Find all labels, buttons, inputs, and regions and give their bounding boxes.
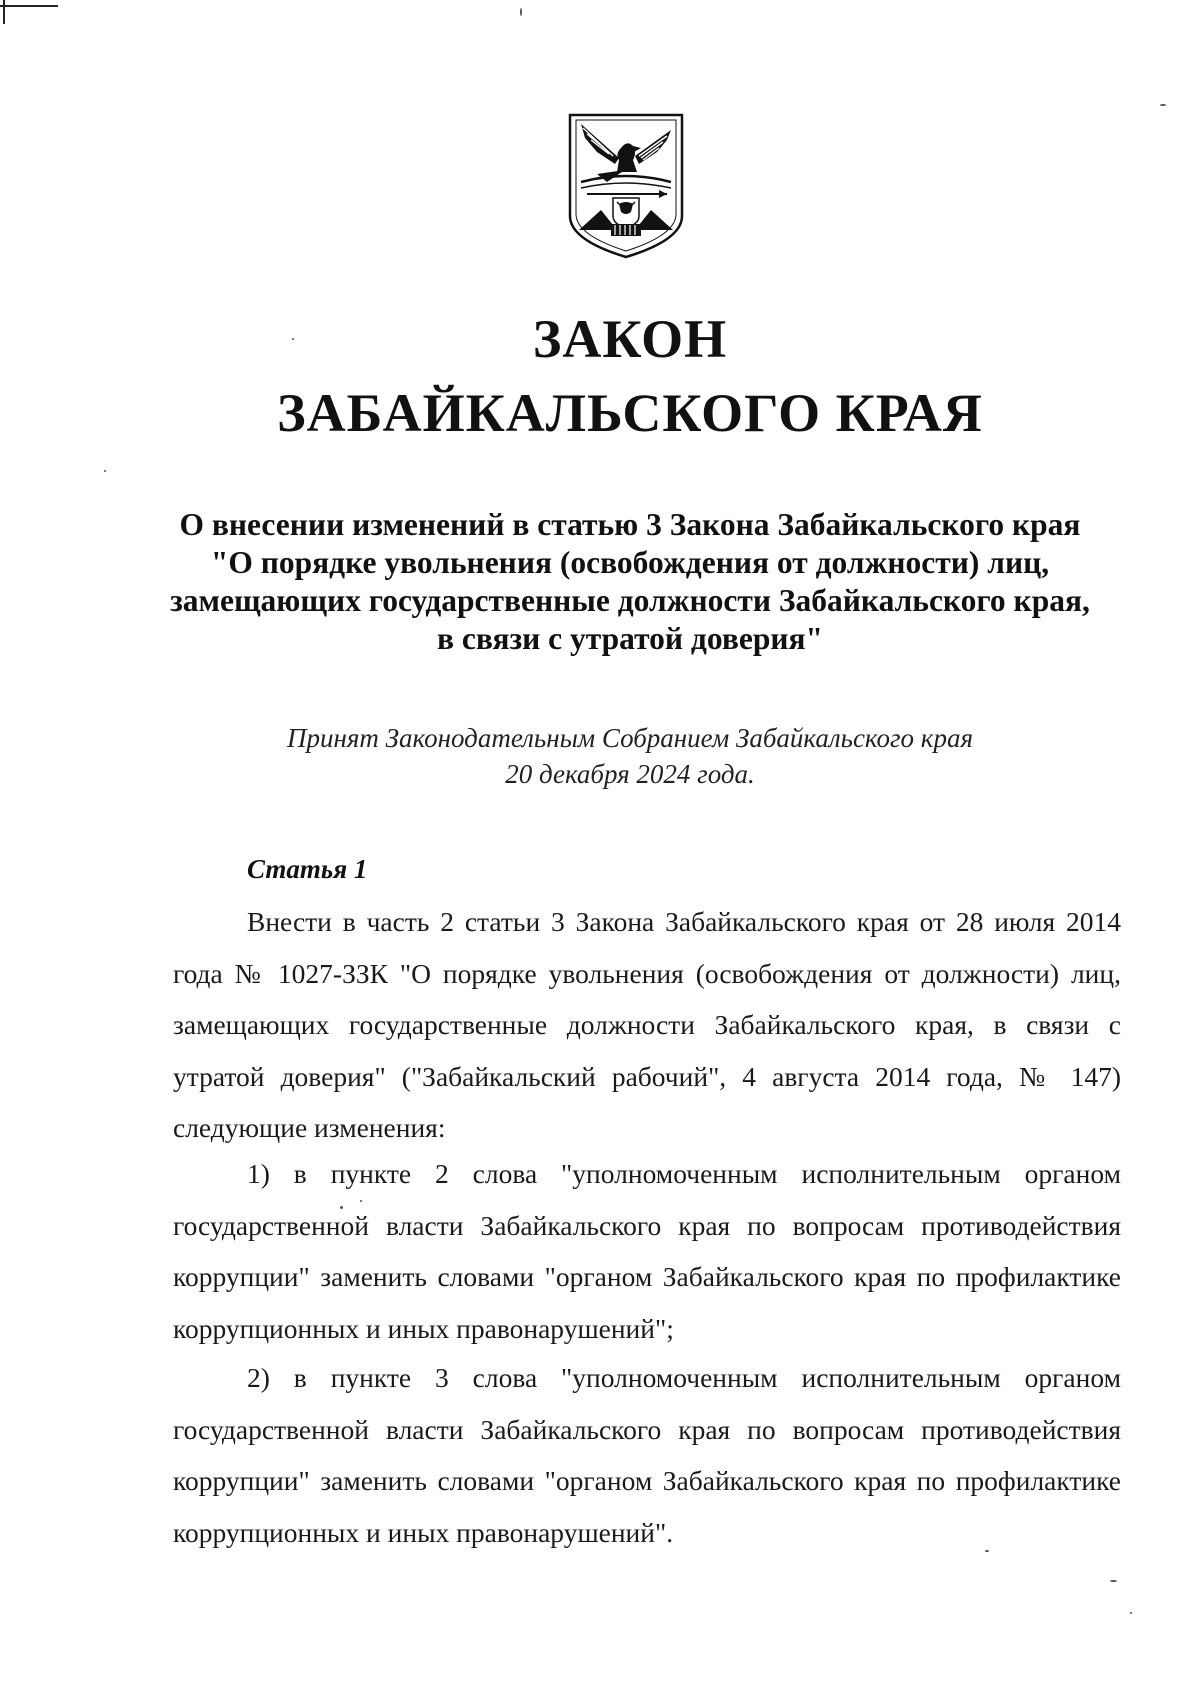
adoption-body: Принят Законодательным Собранием Забайкальского края — [286, 723, 973, 753]
scan-speck — [985, 1550, 989, 1552]
scan-edge-mark — [0, 5, 58, 7]
scan-speck — [1160, 104, 1166, 106]
scan-speck — [360, 1200, 362, 1202]
scan-speck — [520, 8, 522, 16]
scan-speck — [292, 338, 294, 340]
article-intro-paragraph: Внести в часть 2 статьи 3 Закона Забайкальского края от 28 июля 2014 года № 1027-ЗЗК "О порядке увольнения (освобождения от должности) лиц, замещающих государственные должности Забайкальского края, в связи с утратой доверия" ("Забайкальский рабочий", 4 августа 2014 года, № 147) следующие изменения: — [173, 906, 1121, 1143]
article-item-paragraph: 1) в пункте 2 слова "уполномоченным исполнительным органом государственной власти Забайкальского края по вопросам противодействия коррупции" заменить словами "органом Забайкальского края по профилактике коррупционных и иных правонарушений"; — [173, 1158, 1121, 1344]
coat-of-arms-icon — [567, 112, 685, 260]
article-item-2 — [173, 1352, 1121, 1558]
article-intro — [173, 896, 1121, 1154]
document-title: ЗАКОН — [532, 309, 728, 369]
scan-speck — [1110, 1580, 1117, 1582]
article-item-1 — [173, 1148, 1121, 1354]
scan-speck — [104, 470, 106, 472]
scan-speck — [1130, 1612, 1132, 1614]
law-subject-line: "О порядке увольнения (освобождения от должности) лиц, — [210, 545, 1050, 580]
law-subject-line: в связи с утратой доверия" — [436, 621, 824, 656]
law-subject-line: замещающих государственные должности Забайкальского края, — [170, 583, 1090, 618]
scan-speck — [340, 1206, 343, 1209]
article-heading: Статья 1 — [247, 854, 368, 884]
adoption-date: 20 декабря 2024 года. — [505, 759, 755, 789]
scan-edge-mark — [3, 0, 5, 24]
law-subject — [130, 506, 1130, 658]
adoption-note — [130, 720, 1130, 792]
law-subject-line: О внесении изменений в статью 3 Закона Забайкальского края — [179, 507, 1081, 542]
document-region-title: ЗАБАЙКАЛЬСКОГО КРАЯ — [277, 383, 983, 443]
article-item-paragraph: 2) в пункте 3 слова "уполномоченным исполнительным органом государственной власти Забайкальского края по вопросам противодействия коррупции" заменить словами "органом Забайкальского края по профилактике коррупционных и иных правонарушений". — [173, 1362, 1121, 1548]
